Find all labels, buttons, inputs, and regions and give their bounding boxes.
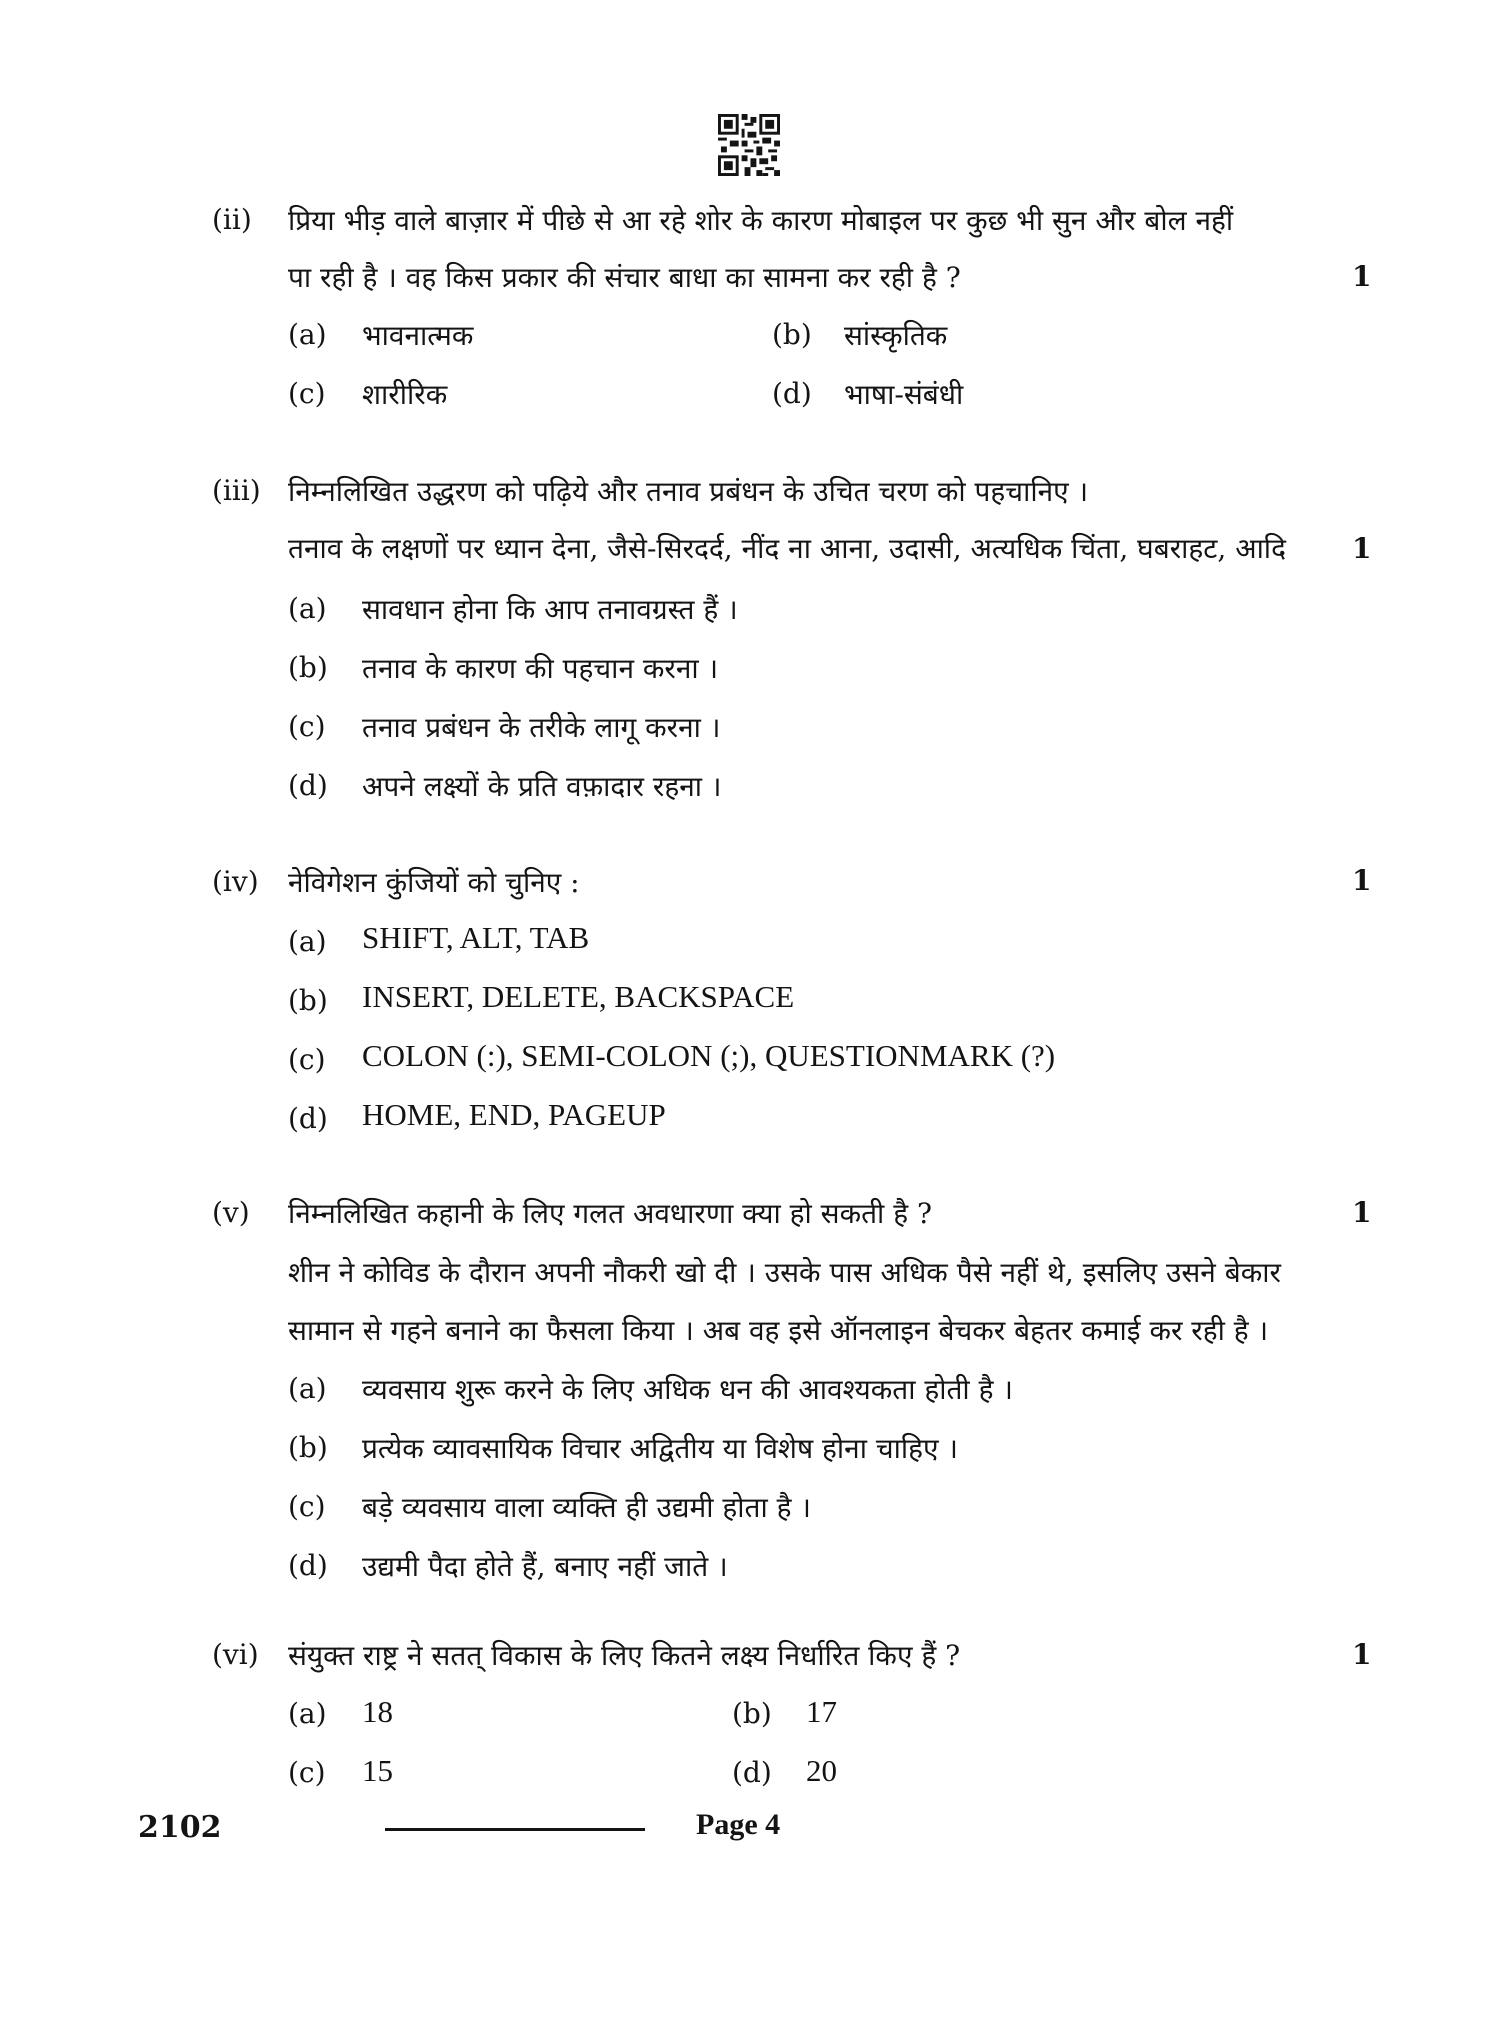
question-marks: 1: [1352, 1196, 1372, 1229]
question-text-line: शीन ने कोविड के दौरान अपनी नौकरी खो दी । उसके पास अधिक पैसे नहीं थे, इसलिए उसने बेकार: [288, 1256, 1281, 1289]
page-number: Page 4: [696, 1808, 781, 1841]
question-marks: 1: [1352, 260, 1372, 293]
question-number: (iii): [212, 474, 261, 507]
question-number: (v): [212, 1196, 250, 1229]
question-text-line: पा रही है । वह किस प्रकार की संचार बाधा का सामना कर रही है ?: [288, 261, 961, 294]
option-label: (b): [288, 1431, 328, 1464]
question-text-line: प्रिया भीड़ वाले बाज़ार में पीछे से आ रहे शोर के कारण मोबाइल पर कुछ भी सुन और बोल नहीं: [288, 204, 1234, 237]
question-number: (iv): [212, 865, 259, 898]
question-text-line: निम्नलिखित उद्धरण को पढ़िये और तनाव प्रबंधन के उचित चरण को पहचानिए ।: [288, 475, 1089, 508]
question-marks: 1: [1352, 532, 1372, 565]
option-label: (a): [288, 592, 327, 625]
option-label: (d): [288, 1102, 328, 1135]
question-text-line: सामान से गहने बनाने का फैसला किया । अब वह इसे ऑनलाइन बेचकर बेहतर कमाई कर रही है ।: [288, 1314, 1269, 1347]
question-text-line: नेविगेशन कुंजियों को चुनिए :: [288, 866, 580, 899]
option-label: (b): [732, 1697, 772, 1730]
question-marks: 1: [1352, 864, 1372, 897]
option-text: तनाव प्रबंधन के तरीके लागू करना ।: [362, 711, 721, 744]
question-number: (ii): [212, 203, 252, 236]
option-label: (b): [288, 984, 328, 1017]
question-text-line: तनाव के लक्षणों पर ध्यान देना, जैसे-सिरदर्द, नींद ना आना, उदासी, अत्यधिक चिंता, घबराहट, आदि: [288, 532, 1286, 565]
option-text: SHIFT, ALT, TAB: [362, 920, 590, 955]
option-label: (c): [288, 1043, 326, 1076]
option-label: (b): [288, 651, 328, 684]
footer-divider: [385, 1828, 645, 1831]
option-text: 18: [362, 1694, 393, 1729]
option-label: (c): [288, 1756, 326, 1789]
qr-code-icon: [718, 114, 780, 176]
option-label: (b): [772, 318, 812, 351]
option-label: (d): [288, 1549, 328, 1582]
option-label: (c): [288, 377, 326, 410]
option-label: (a): [288, 1372, 327, 1405]
option-text: सावधान होना कि आप तनावग्रस्त हैं ।: [362, 593, 738, 626]
option-text: व्यवसाय शुरू करने के लिए अधिक धन की आवश्यकता होती है ।: [362, 1373, 1013, 1406]
option-text: भावनात्मक: [362, 319, 474, 352]
question-text-line: निम्नलिखित कहानी के लिए गलत अवधारणा क्या हो सकती है ?: [288, 1197, 932, 1230]
option-text: अपने लक्ष्यों के प्रति वफ़ादार रहना ।: [362, 770, 722, 803]
option-text: 15: [362, 1753, 393, 1788]
option-text: उद्यमी पैदा होते हैं, बनाए नहीं जाते ।: [362, 1550, 728, 1583]
option-text: 20: [806, 1753, 837, 1788]
option-label: (d): [772, 377, 812, 410]
option-label: (a): [288, 1697, 327, 1730]
question-marks: 1: [1352, 1638, 1372, 1671]
option-text: INSERT, DELETE, BACKSPACE: [362, 979, 795, 1014]
option-text: HOME, END, PAGEUP: [362, 1097, 666, 1132]
option-label: (a): [288, 925, 327, 958]
option-label: (d): [288, 769, 328, 802]
paper-code: 2102: [138, 1810, 222, 1845]
option-text: 17: [806, 1694, 837, 1729]
option-label: (c): [288, 1490, 326, 1523]
option-text: सांस्कृतिक: [844, 319, 948, 352]
option-text: भाषा-संबंधी: [844, 378, 964, 411]
question-number: (vi): [212, 1638, 259, 1671]
option-label: (d): [732, 1756, 772, 1789]
option-text: COLON (:), SEMI-COLON (;), QUESTIONMARK (?): [362, 1038, 1056, 1073]
option-text: शारीरिक: [362, 378, 448, 411]
option-text: बड़े व्यवसाय वाला व्यक्ति ही उद्यमी होता है ।: [362, 1491, 811, 1524]
question-text-line: संयुक्त राष्ट्र ने सतत् विकास के लिए कितने लक्ष्य निर्धारित किए हैं ?: [288, 1639, 961, 1672]
option-label: (a): [288, 318, 327, 351]
option-label: (c): [288, 710, 326, 743]
option-text: तनाव के कारण की पहचान करना ।: [362, 652, 719, 685]
option-text: प्रत्येक व्यावसायिक विचार अद्वितीय या विशेष होना चाहिए ।: [362, 1432, 959, 1465]
